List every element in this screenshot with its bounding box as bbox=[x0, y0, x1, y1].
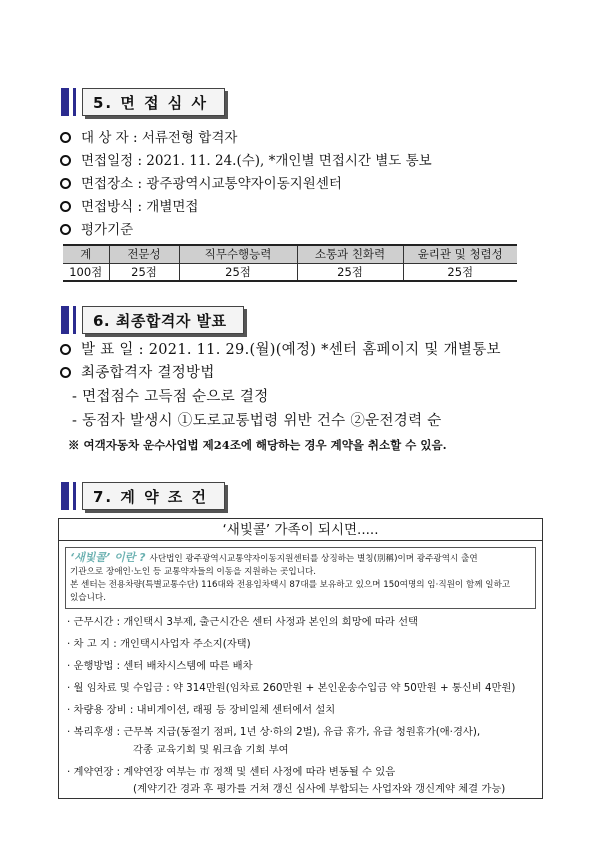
table-cell: 25점 bbox=[403, 263, 517, 281]
section5-title: 5. 면 접 심 사 bbox=[82, 88, 225, 116]
contract-item-continued: 각종 교육기회 및 워크숍 기회 부여 bbox=[133, 744, 289, 756]
contract-item: · 운행방법 : 센터 배차시스템에 따른 배차 bbox=[67, 660, 253, 672]
contract-box bbox=[58, 518, 543, 799]
section6-subitem: - 면접점수 고득점 순으로 결정 bbox=[72, 389, 269, 405]
section5-item: 면접일정 : 2021. 11. 24.(수), *개인별 면접시간 별도 통보 bbox=[60, 152, 432, 170]
contract-item: · 계약연장 : 계약연장 여부는 市 정책 및 센터 사정에 따라 변동될 수 있음 bbox=[67, 766, 396, 778]
section-marker bbox=[61, 306, 69, 334]
table-header-cell: 계 bbox=[63, 245, 109, 263]
circle-bullet-icon bbox=[60, 344, 71, 355]
table-header-cell: 윤리관 및 청렴성 bbox=[403, 245, 517, 263]
table-header-cell: 소통과 친화력 bbox=[297, 245, 403, 263]
contract-box-title: ‘새빛콜’ 가족이 되시면..... bbox=[59, 519, 542, 541]
section6-header bbox=[61, 306, 244, 334]
contract-item: · 차 고 지 : 개인택시사업자 주소지(자택) bbox=[67, 638, 251, 650]
evaluation-table bbox=[63, 244, 517, 282]
contract-item: · 월 임차료 및 수입금 : 약 314만원(임차료 260만원 + 본인운송수입금 약 50만원 + 통신비 4만원) bbox=[67, 682, 516, 694]
contract-item: · 근무시간 : 개인택시 3부제, 출근시간은 센터 사정과 본인의 희망에 따라 선택 bbox=[67, 616, 418, 628]
section6-title: 6. 최종합격자 발표 bbox=[82, 306, 244, 334]
intro-line: 본 센터는 전용차량(특별교통수단) 116대와 전용임차택시 87대를 보유하고 있으며 150여명의 임·직원이 함께 일하고 bbox=[70, 580, 511, 590]
section-marker bbox=[73, 482, 76, 510]
table-cell: 25점 bbox=[179, 263, 297, 281]
section6-subitem: - 동점자 발생시 ①도로교통법령 위반 건수 ②운전경력 순 bbox=[72, 413, 442, 429]
contract-item: · 복리후생 : 근무복 지급(동절기 점퍼, 1년 상·하의 2벌), 유급 휴가, 유급 청원휴가(애·경사), bbox=[67, 726, 481, 738]
section7-title: 7. 계 약 조 건 bbox=[82, 482, 225, 510]
table-header-cell: 직무수행능력 bbox=[179, 245, 297, 263]
contract-item-continued: (계약기간 경과 후 평가를 거쳐 갱신 심사에 부합되는 사업자와 갱신계약 체결 가능) bbox=[133, 783, 506, 795]
section6-item: 최종합격자 결정방법 bbox=[60, 363, 215, 383]
section6-note: ※ 여객자동차 운수사업법 제24조에 해당하는 경우 계약을 취소할 수 있음. bbox=[68, 438, 447, 452]
section5-item: 면접장소 : 광주광역시교통약자이동지원센터 bbox=[60, 175, 342, 193]
section-marker bbox=[73, 306, 76, 334]
circle-bullet-icon bbox=[60, 132, 71, 143]
table-row bbox=[63, 263, 517, 281]
table-cell: 25점 bbox=[297, 263, 403, 281]
table-header-cell: 전문성 bbox=[109, 245, 179, 263]
section5-item: 대 상 자 : 서류전형 합격자 bbox=[60, 129, 237, 147]
section5-item: 면접방식 : 개별면접 bbox=[60, 198, 198, 216]
table-header-row bbox=[63, 245, 517, 263]
section5-header bbox=[61, 88, 225, 116]
section-marker bbox=[61, 88, 69, 116]
table-cell: 100점 bbox=[63, 263, 109, 281]
intro-line: 있습니다. bbox=[70, 593, 106, 603]
section7-header bbox=[61, 482, 225, 510]
circle-bullet-icon bbox=[60, 155, 71, 166]
section-marker bbox=[61, 482, 69, 510]
section5-item: 평가기준 bbox=[60, 221, 133, 239]
contract-item: · 차량용 장비 : 내비게이션, 래핑 등 장비일체 센터에서 설치 bbox=[67, 704, 336, 716]
section6-item: 발 표 일 : 2021. 11. 29.(월)(예정) *센터 홈페이지 및 개별통보 bbox=[60, 340, 501, 360]
circle-bullet-icon bbox=[60, 178, 71, 189]
circle-bullet-icon bbox=[60, 367, 71, 378]
table-cell: 25점 bbox=[109, 263, 179, 281]
intro-question: ‘새빛콜’ 이란 ? bbox=[70, 551, 146, 564]
circle-bullet-icon bbox=[60, 224, 71, 235]
intro-box bbox=[65, 547, 536, 609]
intro-line: ‘새빛콜’ 이란 ? 사단법인 광주광역시교통약자이동지원센터를 상징하는 별칭(別稱)이며 광주광역시 출연 bbox=[70, 551, 478, 564]
intro-line: 기관으로 장애인·노인 등 교통약자들의 이동을 지원하는 곳입니다. bbox=[70, 567, 316, 577]
section-marker bbox=[73, 88, 76, 116]
circle-bullet-icon bbox=[60, 201, 71, 212]
